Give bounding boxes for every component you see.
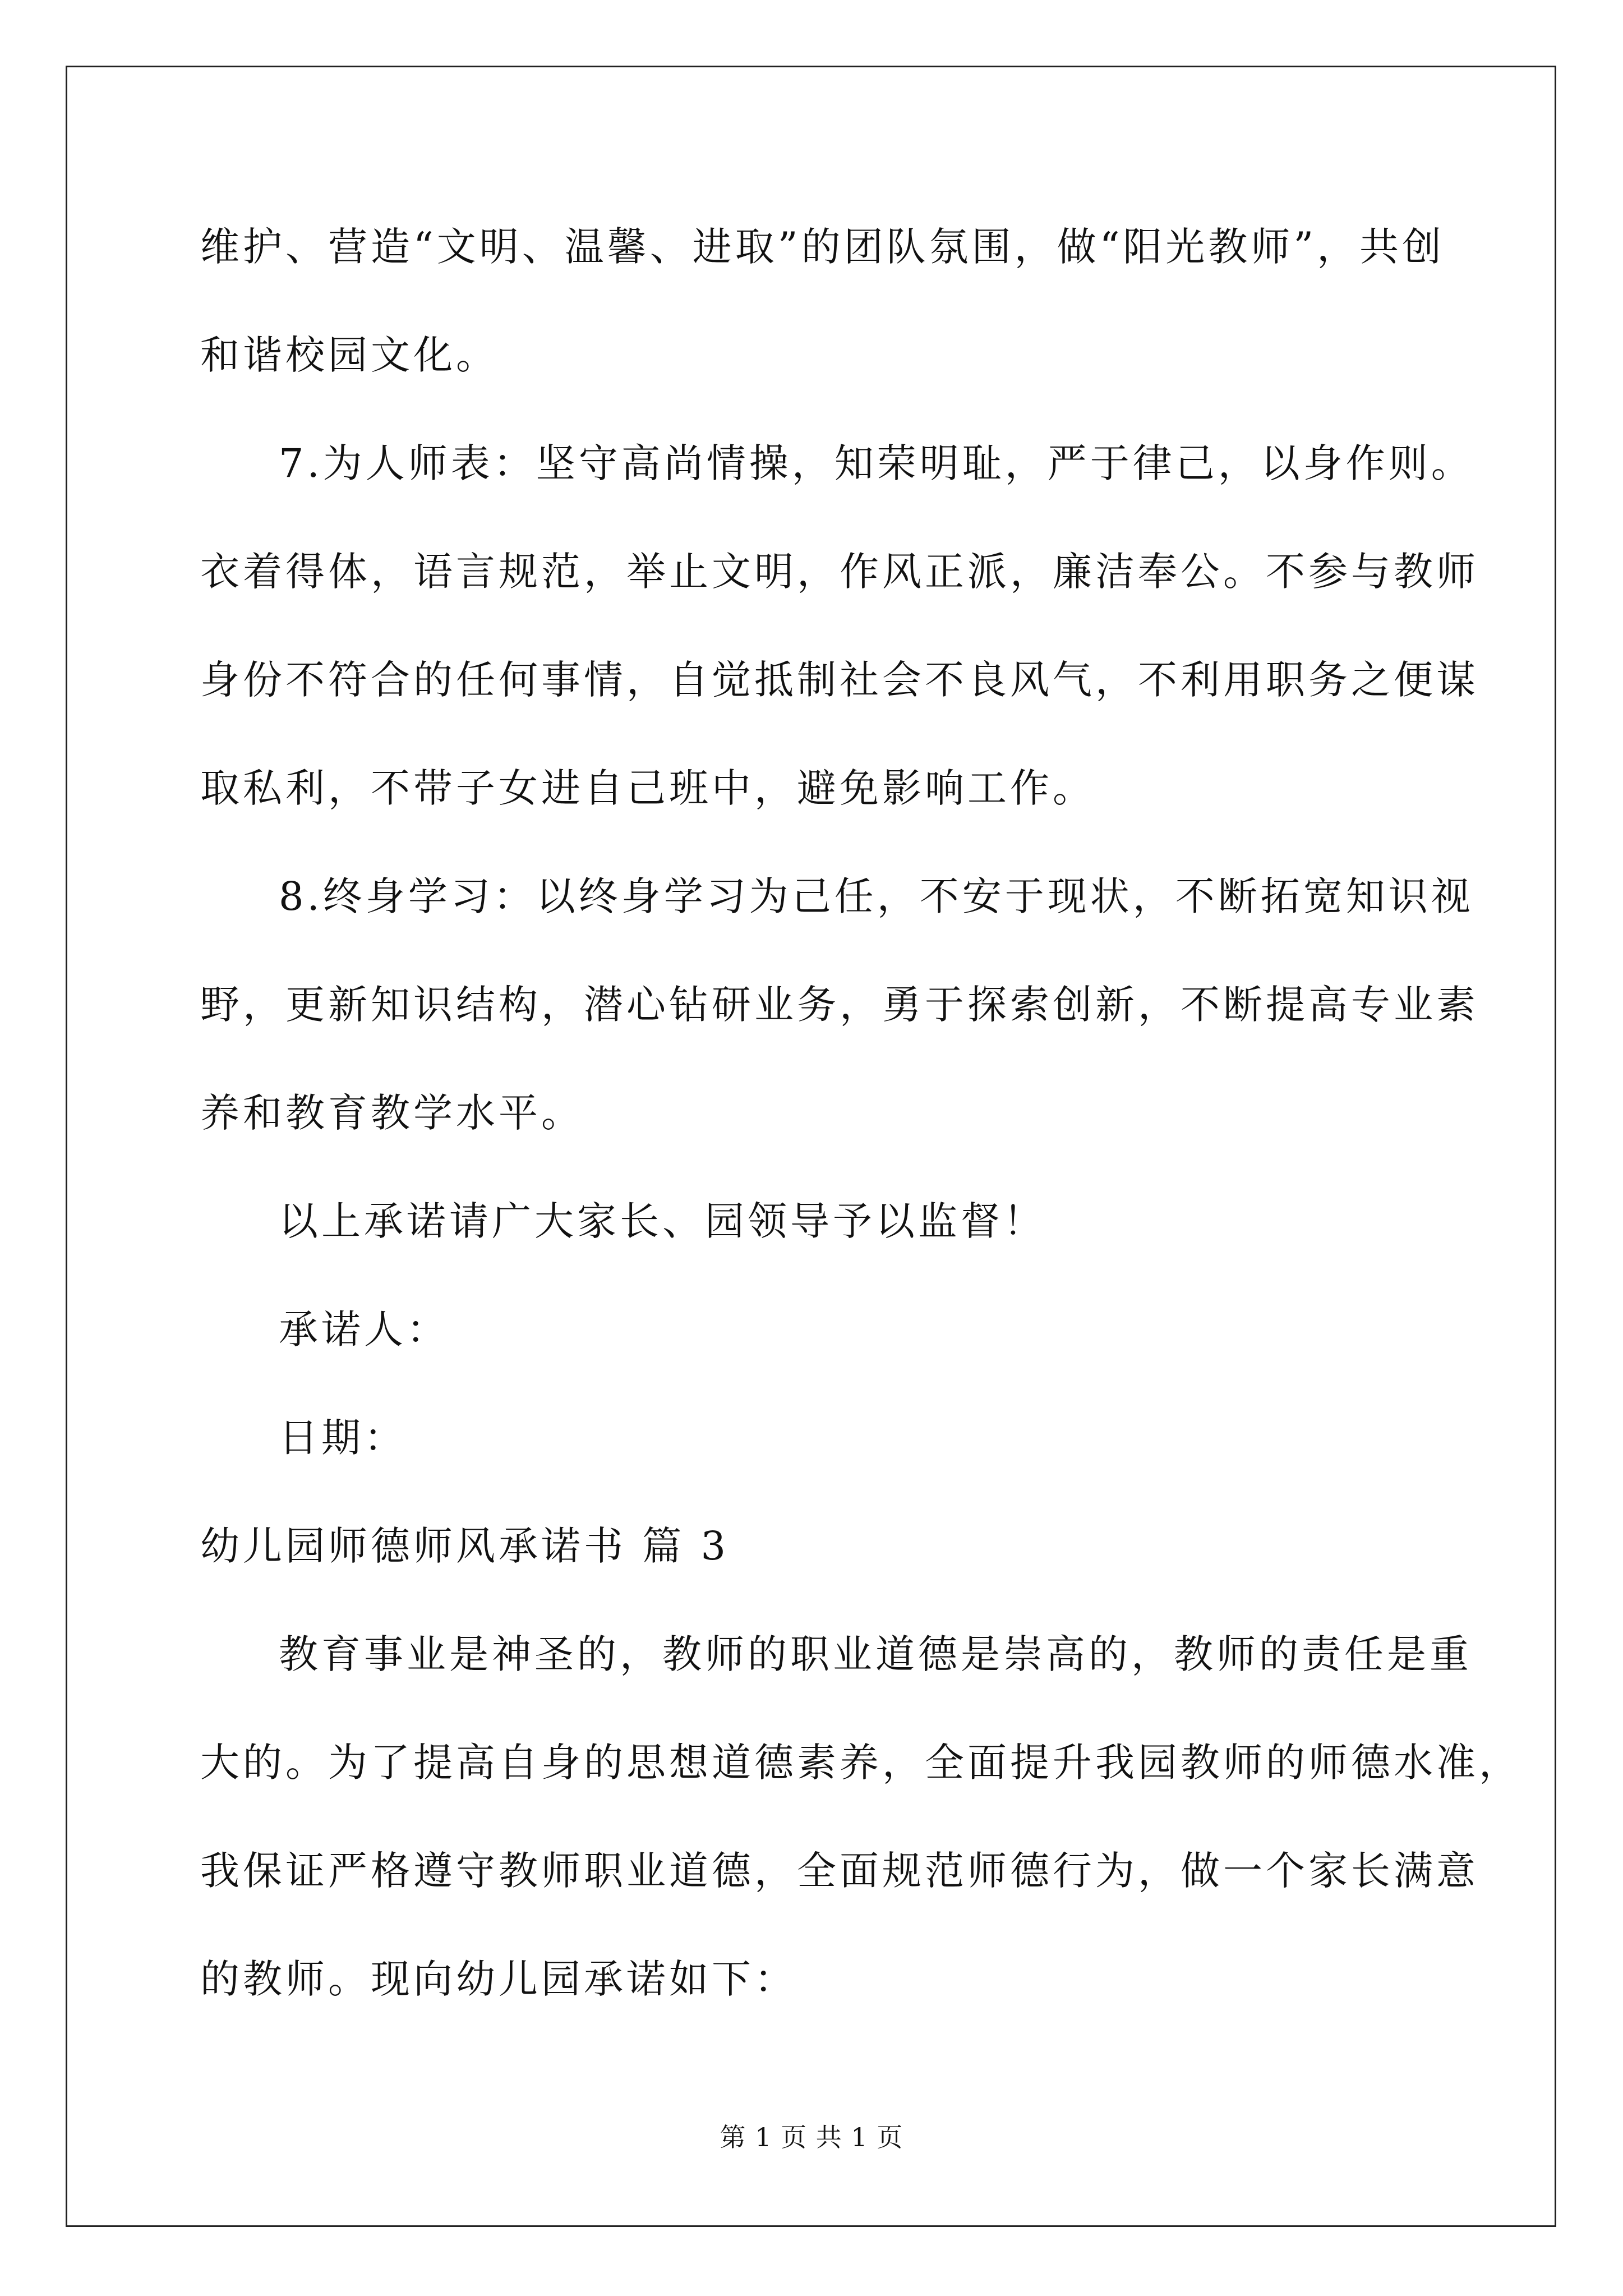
paragraph-line: 的教师。现向幼儿园承诺如下： (200, 1956, 797, 2002)
paragraph-line: 我保证严格遵守教师职业道德，全面规范师德行为，做一个家长满意 (200, 1848, 1479, 1894)
paragraph-line: 取私利，不带子女进自己班中，避免影响工作。 (200, 765, 1095, 811)
paragraph-line: 7.为人师表：坚守高尚情操，知荣明耻，严于律己，以身作则。 (279, 440, 1474, 486)
paragraph-line: 衣着得体，语言规范，举止文明，作风正派，廉洁奉公。不参与教师 (200, 549, 1479, 595)
closing-statement: 以上承诺请广大家长、园领导予以监督！ (279, 1198, 1046, 1244)
paragraph-line: 教育事业是神圣的，教师的职业道德是崇高的，教师的责任是重 (279, 1631, 1472, 1677)
page-border (66, 66, 1556, 2227)
signatory-label: 承诺人： (279, 1306, 449, 1352)
paragraph-line: 野，更新知识结构，潜心钻研业务，勇于探索创新，不断提高专业素 (200, 982, 1479, 1028)
paragraph-line: 维护、营造“文明、温馨、进取”的团队氛围，做“阳光教师”，共创 (200, 224, 1445, 270)
paragraph-line: 养和教育教学水平。 (200, 1090, 584, 1136)
paragraph-line: 和谐校园文化。 (200, 332, 499, 378)
paragraph-line: 身份不符合的任何事情，自觉抵制社会不良风气，不利用职务之便谋 (200, 657, 1479, 703)
page-footer: 第 1 页 共 1 页 (720, 2122, 903, 2152)
paragraph-line: 8.终身学习：以终身学习为己任，不安于现状，不断拓宽知识视 (279, 873, 1474, 919)
date-label: 日期： (279, 1415, 407, 1461)
paragraph-line: 大的。为了提高自身的思想道德素养，全面提升我园教师的师德水准， (200, 1740, 1521, 1786)
section-heading: 幼儿园师德师风承诺书 篇 3 (200, 1523, 730, 1569)
